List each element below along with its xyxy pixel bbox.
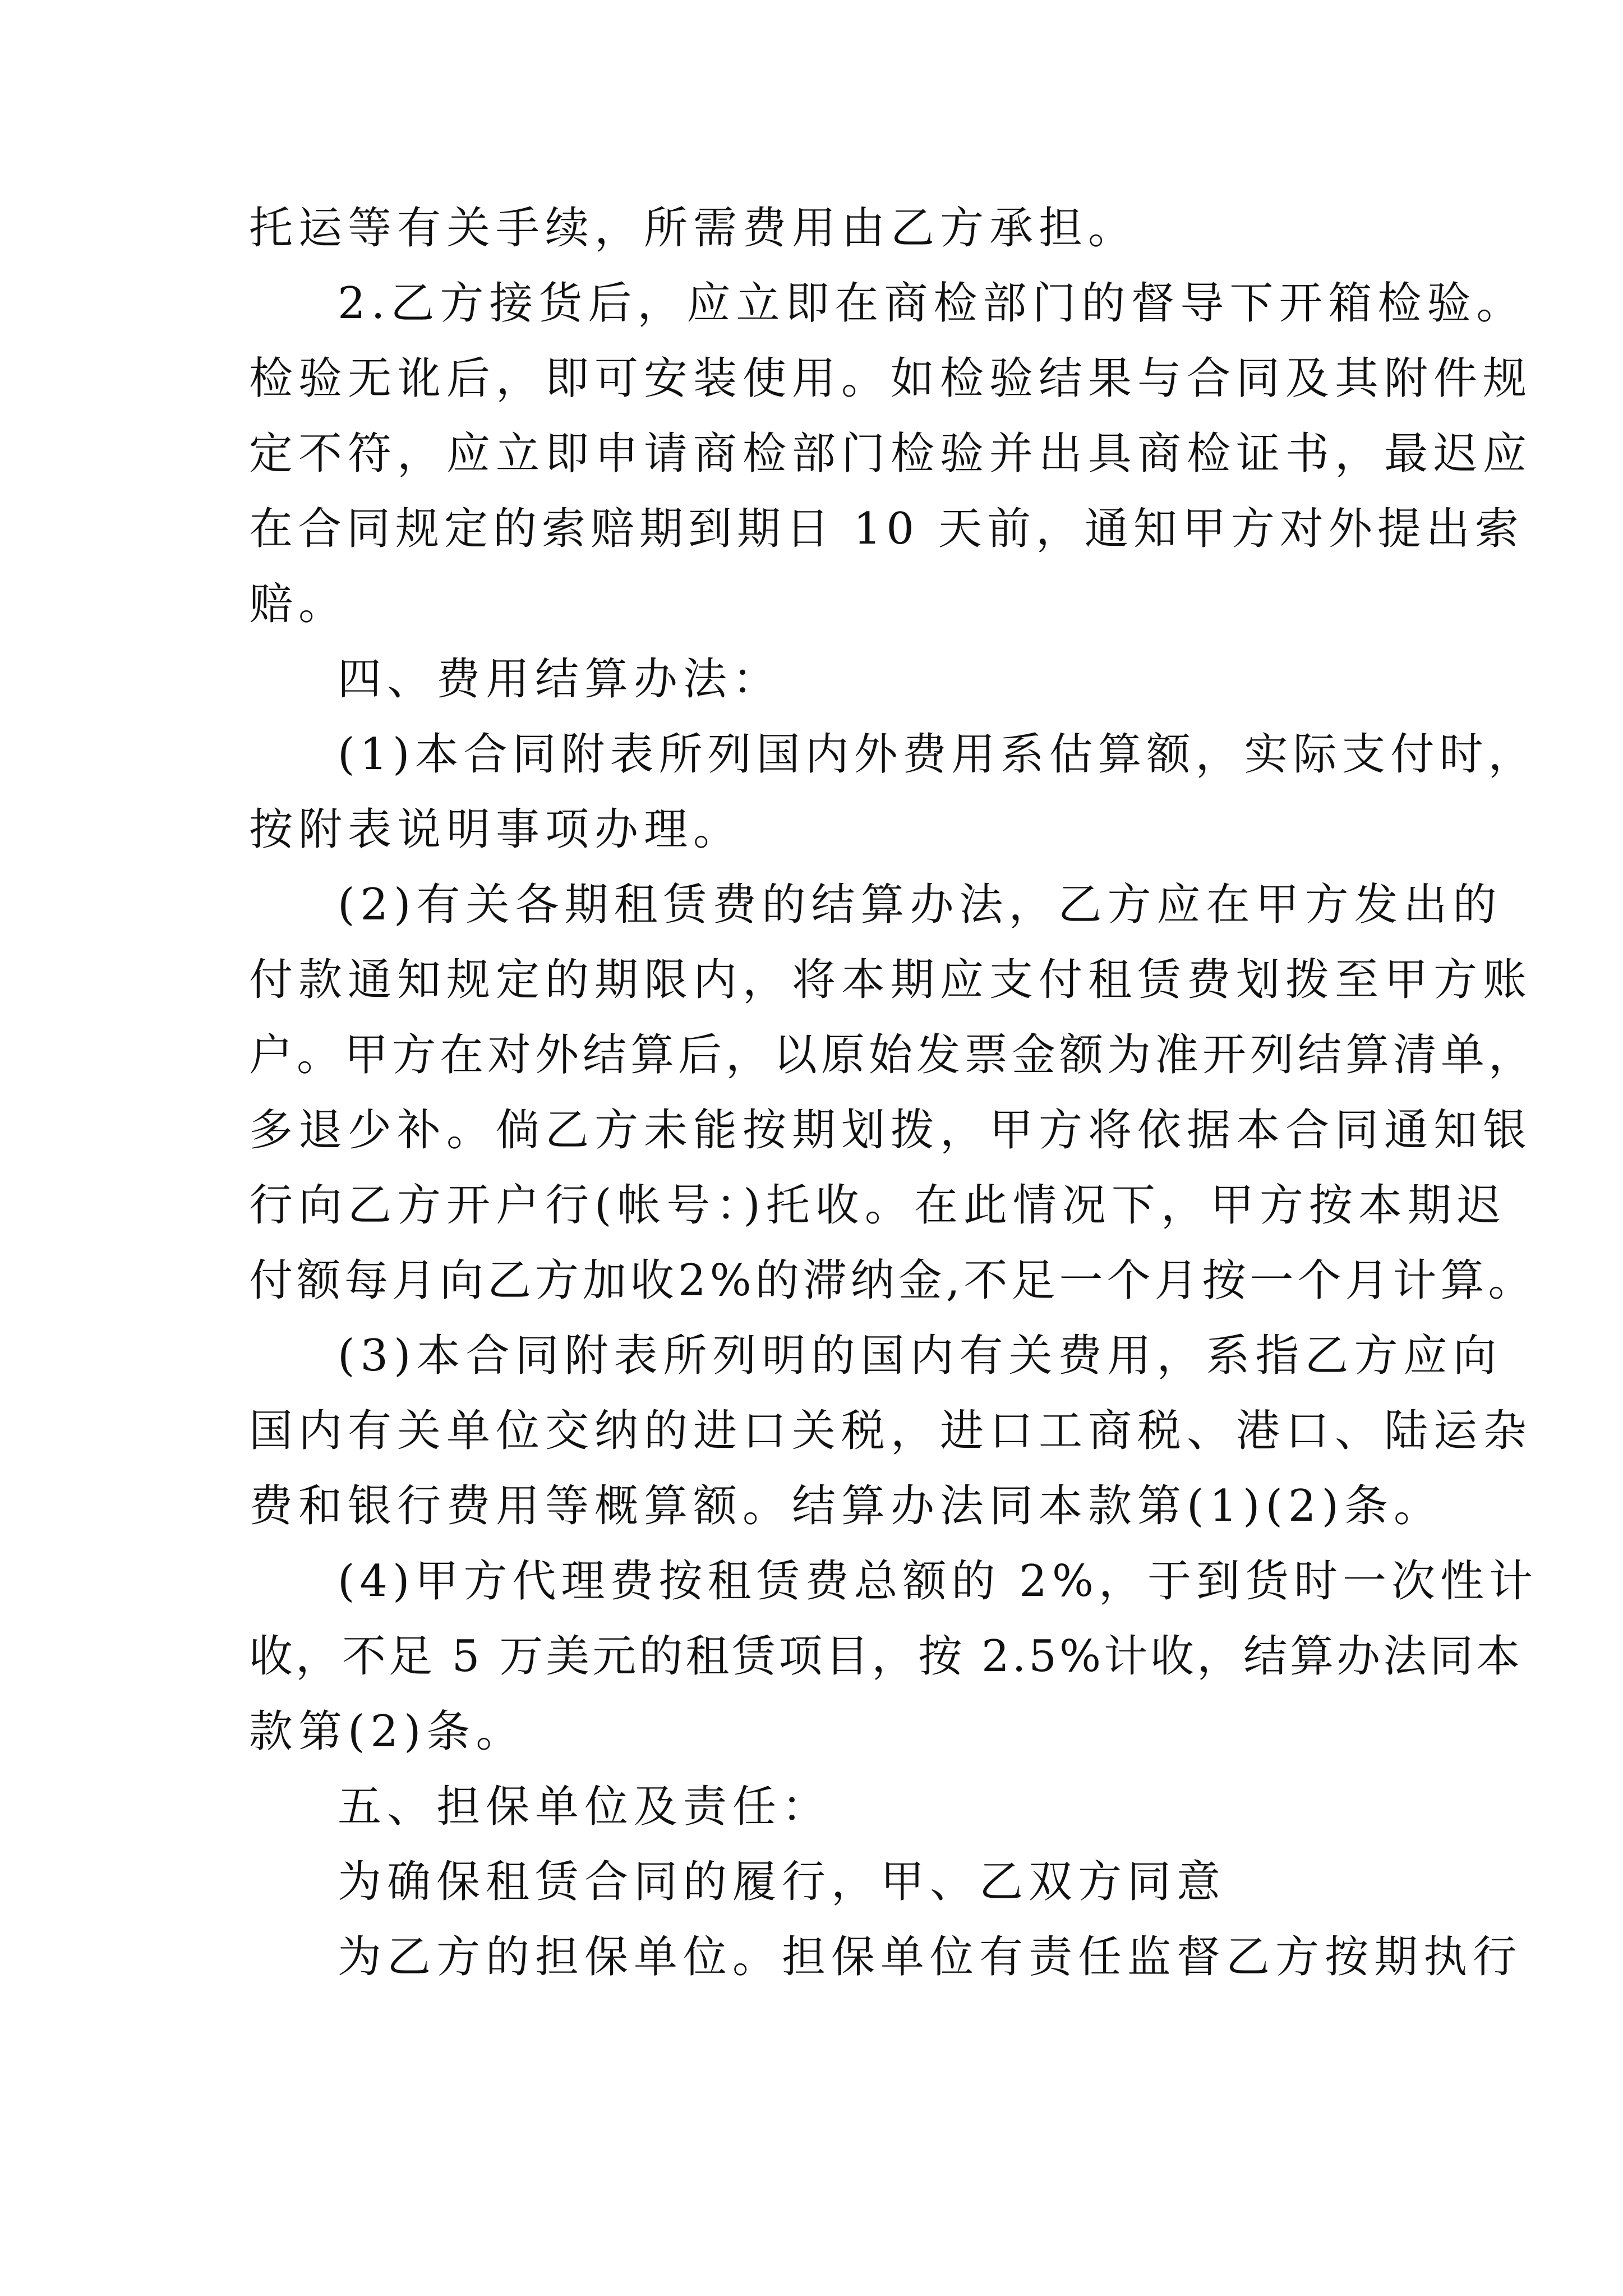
section-heading: 五、担保单位及责任： (338, 1782, 832, 1832)
text-line: 赔。 (249, 579, 348, 629)
text-line: 付款通知规定的期限内，将本期应支付租赁费划拨至甲方账 (249, 955, 1533, 1005)
text-line: (3)本合同附表所列明的国内有关费用，系指乙方应向 (338, 1331, 1502, 1381)
text-line: 付额每月向乙方加收2%的滞纳金,不足一个月按一个月计算。 (249, 1255, 1536, 1306)
text-line: (2)有关各期租赁费的结算办法，乙方应在甲方发出的 (338, 880, 1502, 930)
text-line: 为确保租赁合同的履行，甲、乙双方同意 (338, 1857, 1227, 1907)
text-line: 托运等有关手续，所需费用由乙方承担。 (249, 203, 1138, 254)
text-line: 为乙方的担保单位。担保单位有责任监督乙方按期执行 (338, 1932, 1523, 1982)
text-line: 款第(2)条。 (249, 1706, 525, 1757)
text-line: 收，不足 5 万美元的租赁项目，按 2.5%计收，结算办法同本 (249, 1631, 1523, 1682)
text-line: 行向乙方开户行(帐号：)托收。在此情况下，甲方按本期迟 (249, 1180, 1506, 1231)
text-line: 按附表说明事项办理。 (249, 804, 743, 855)
text-line: 国内有关单位交纳的进口关税，进口工商税、港口、陆运杂 (249, 1406, 1533, 1456)
text-line: 在合同规定的索赔期到期日 10 天前，通知甲方对外提出索 (249, 504, 1524, 554)
text-line: 检验无讹后，即可安装使用。如检验结果与合同及其附件规 (249, 353, 1533, 404)
text-line: 2.乙方接货后，应立即在商检部门的督导下开箱检验。 (338, 278, 1526, 329)
text-line: 定不符，应立即申请商检部门检验并出具商检证书，最迟应 (249, 429, 1533, 479)
text-line: 户。甲方在对外结算后，以原始发票金额为准开列结算清单， (249, 1030, 1537, 1080)
text-line: 费和银行费用等概算额。结算办法同本款第(1)(2)条。 (249, 1481, 1443, 1531)
text-line: 多退少补。倘乙方未能按期划拨，甲方将依据本合同通知银 (249, 1105, 1533, 1156)
section-heading: 四、费用结算办法： (338, 654, 782, 705)
text-line: (1)本合同附表所列国内外费用系估算额，实际支付时， (338, 729, 1537, 780)
text-line: (4)甲方代理费按租赁费总额的 2%，于到货时一次性计 (338, 1556, 1538, 1607)
